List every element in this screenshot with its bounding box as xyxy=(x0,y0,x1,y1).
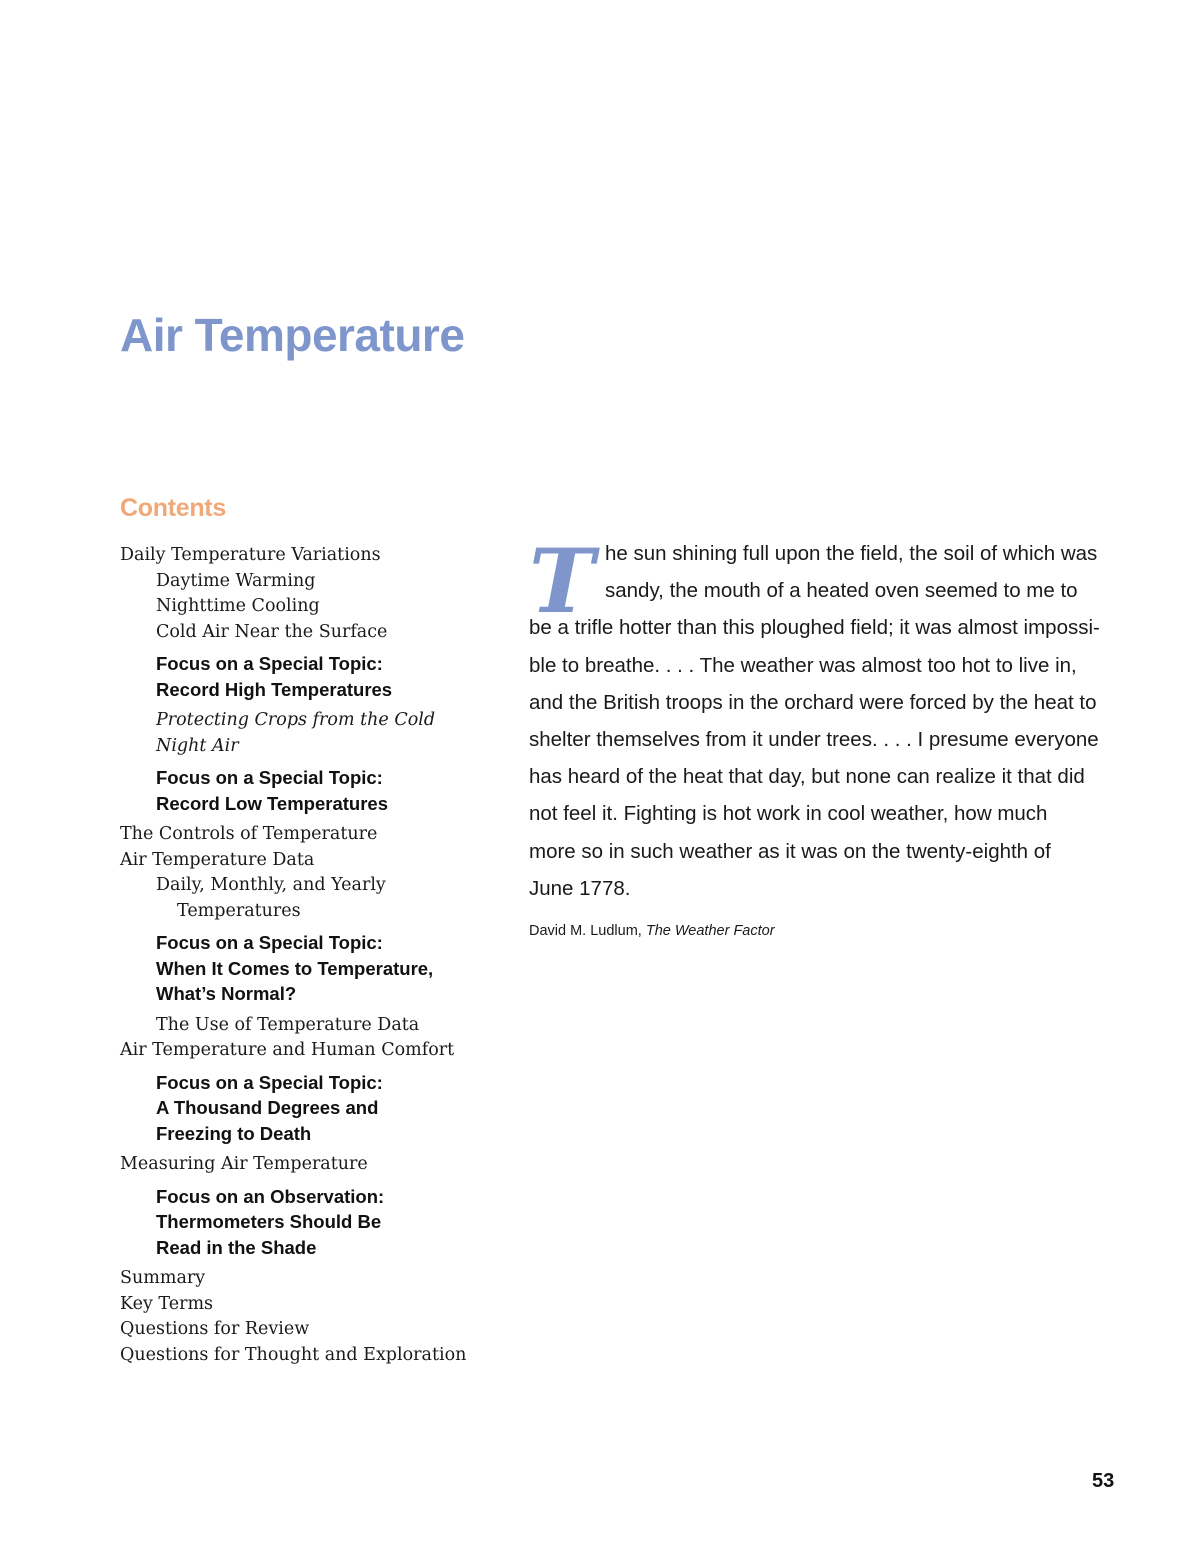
toc-item: Record High Temperatures xyxy=(156,678,393,700)
toc-item: Thermometers Should Be xyxy=(156,1211,382,1232)
toc-item: Measuring Air Temperature xyxy=(120,1154,368,1174)
toc-item: Night Air xyxy=(156,735,239,756)
toc-item: Focus on an Observation: xyxy=(156,1185,385,1207)
quote-line: not feel it. Fighting is hot work in cool weather, how much xyxy=(529,802,1048,826)
quote-line: ble to breathe. . . . The weather was almost too hot to live in, xyxy=(529,653,1077,677)
quote-line: sandy, the mouth of a heated oven seemed to me to xyxy=(605,579,1078,603)
toc-item: Focus on a Special Topic: xyxy=(156,932,383,953)
toc-item: Focus on a Special Topic: xyxy=(156,767,383,788)
drop-cap: T xyxy=(529,529,595,633)
toc-item: Temperatures xyxy=(177,900,301,921)
chapter-title: Air Temperature xyxy=(120,309,465,361)
quote-line: be a trifle hotter than this ploughed field; it was almost impossi- xyxy=(529,616,1100,640)
toc-item: Read in the Shade xyxy=(156,1236,317,1258)
toc-item: What’s Normal? xyxy=(156,983,297,1004)
quote-line: he sun shining full upon the field, the soil of which was xyxy=(605,542,1098,565)
quote-attribution xyxy=(529,923,1119,939)
toc-item: Focus on a Special Topic: xyxy=(156,653,383,674)
toc-item: When It Comes to Temperature, xyxy=(156,957,434,979)
toc-item: Cold Air Near the Surface xyxy=(156,621,388,642)
toc-item: The Controls of Temperature xyxy=(120,824,378,844)
toc-item: Record Low Temperatures xyxy=(156,792,388,814)
toc-item: Daily Temperature Variations xyxy=(120,545,381,565)
toc-item: Daily, Monthly, and Yearly xyxy=(156,875,386,895)
attribution-work: The Weather Factor xyxy=(645,923,775,940)
epigraph-quote xyxy=(529,529,1119,940)
contents-heading: Contents xyxy=(120,494,226,522)
toc-item: Air Temperature Data xyxy=(120,849,315,870)
quote-line: June 1778. xyxy=(529,876,631,900)
toc-item: Freezing to Death xyxy=(156,1122,312,1144)
toc-item: Air Temperature and Human Comfort xyxy=(120,1040,455,1060)
toc-item: Focus on a Special Topic: xyxy=(156,1071,383,1093)
toc-item: Key Terms xyxy=(120,1293,214,1314)
attribution-author: David M. Ludlum, xyxy=(529,923,646,940)
table-of-contents xyxy=(120,543,490,1368)
toc-item: Summary xyxy=(120,1268,206,1288)
quote-line: has heard of the heat that day, but none can realize it that did xyxy=(529,765,1085,789)
toc-item: Nighttime Cooling xyxy=(156,596,320,616)
page-number: 53 xyxy=(1092,1470,1115,1492)
toc-item: Daytime Warming xyxy=(156,570,316,591)
quote-line: and the British troops in the orchard were forced by the heat to xyxy=(529,690,1097,714)
toc-item: Questions for Review xyxy=(120,1319,310,1339)
toc-item: Questions for Thought and Exploration xyxy=(120,1344,467,1365)
toc-item: The Use of Temperature Data xyxy=(156,1014,420,1035)
quote-line: shelter themselves from it under trees. . . . I presume everyone xyxy=(529,728,1099,752)
toc-item: Protecting Crops from the Cold xyxy=(156,710,436,730)
toc-item: A Thousand Degrees and xyxy=(156,1097,379,1118)
quote-line: more so in such weather as it was on the twenty-eighth of xyxy=(529,839,1051,863)
quote-text xyxy=(529,529,1119,907)
